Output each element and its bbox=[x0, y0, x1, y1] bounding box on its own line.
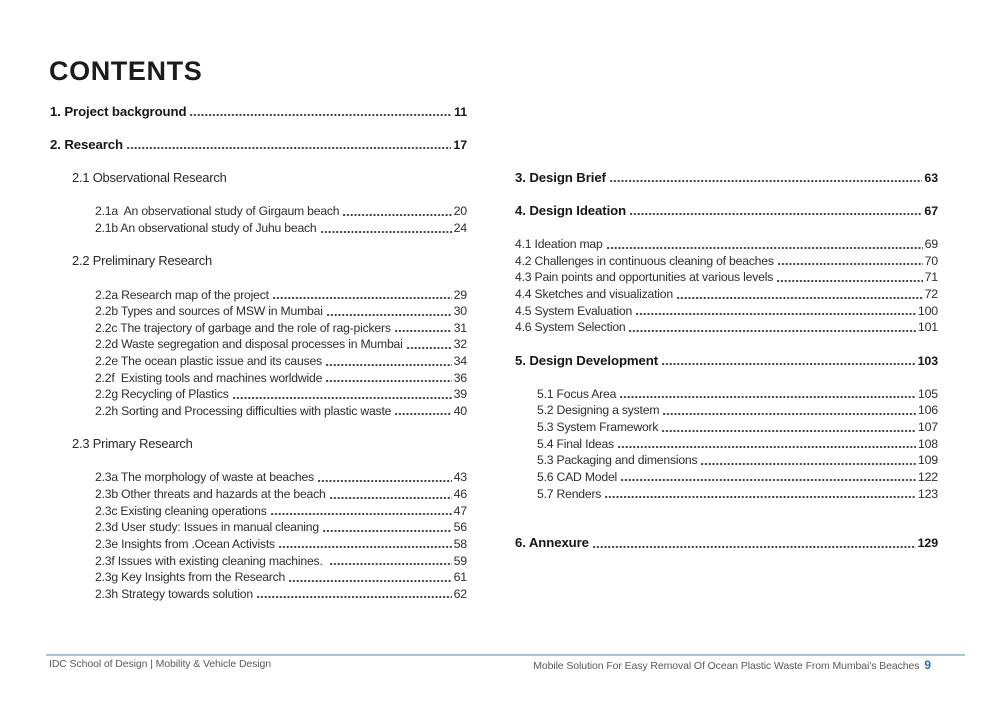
entry-page-number: 20 bbox=[453, 204, 467, 219]
entry-page-number: 46 bbox=[453, 487, 467, 502]
toc-entry bbox=[515, 303, 938, 320]
entry-label: 2.3e Insights from .Ocean Activists bbox=[95, 536, 275, 551]
entry-page-number: 67 bbox=[924, 203, 938, 218]
entry-page-number: 24 bbox=[453, 221, 467, 236]
toc-entry bbox=[50, 287, 467, 304]
entry-label: 3. Design Brief bbox=[515, 169, 606, 185]
toc-entry bbox=[515, 486, 938, 503]
entry-page-number: 59 bbox=[453, 553, 467, 568]
toc-entry bbox=[515, 286, 938, 303]
entry-page-number: 11 bbox=[454, 104, 467, 119]
toc-entry bbox=[50, 403, 467, 420]
entry-label: 2. Research bbox=[50, 136, 123, 152]
toc-entry bbox=[515, 353, 938, 370]
entry-page-number: 108 bbox=[917, 436, 938, 451]
toc-entry bbox=[515, 386, 938, 403]
entry-label: 5.3 System Framework bbox=[537, 420, 659, 435]
dotted-leader bbox=[663, 412, 916, 416]
entry-label: 4. Design Ideation bbox=[515, 202, 627, 218]
entry-label: 2.1b An observational study of Juhu beach bbox=[95, 221, 317, 236]
dotted-leader bbox=[662, 362, 916, 366]
toc-entry bbox=[50, 553, 467, 570]
dotted-leader bbox=[407, 346, 452, 350]
toc-entry bbox=[50, 486, 467, 503]
entry-page-number: 109 bbox=[917, 453, 938, 468]
dotted-leader bbox=[618, 445, 916, 449]
dotted-leader bbox=[778, 262, 923, 266]
toc-entry bbox=[50, 469, 467, 486]
toc-entry bbox=[50, 253, 467, 270]
entry-page-number: 69 bbox=[924, 237, 938, 252]
dotted-leader bbox=[127, 146, 451, 150]
toc-entry bbox=[50, 104, 467, 121]
dotted-leader bbox=[271, 512, 452, 516]
entry-page-number: 40 bbox=[453, 403, 467, 418]
entry-label: 5.7 Renders bbox=[537, 486, 602, 501]
toc-entry bbox=[515, 436, 938, 453]
dotted-leader bbox=[630, 212, 922, 216]
toc-entry bbox=[50, 436, 467, 453]
entry-label: 2.3b Other threats and hazards at the beach bbox=[95, 487, 326, 502]
toc-entry bbox=[515, 419, 938, 436]
entry-page-number: 47 bbox=[453, 503, 467, 518]
entry-page-number: 123 bbox=[917, 486, 938, 501]
entry-page-number: 30 bbox=[453, 304, 467, 319]
dotted-leader bbox=[326, 363, 452, 367]
toc-entry bbox=[515, 402, 938, 419]
entry-page-number: 103 bbox=[917, 353, 938, 368]
dotted-leader bbox=[777, 279, 923, 283]
entry-label: 2.3a The morphology of waste at beaches bbox=[95, 470, 314, 485]
toc-entry bbox=[50, 170, 467, 187]
entry-label: 4.1 Ideation map bbox=[515, 237, 603, 252]
entry-page-number: 61 bbox=[453, 570, 467, 585]
entry-label: 2.3d User study: Issues in manual cleaning bbox=[95, 520, 319, 535]
entry-page-number: 106 bbox=[917, 403, 938, 418]
dotted-leader bbox=[610, 179, 923, 183]
dotted-leader bbox=[636, 312, 916, 316]
dotted-leader bbox=[257, 595, 452, 599]
entry-label: 5.3 Packaging and dimensions bbox=[537, 453, 698, 468]
dotted-leader bbox=[395, 329, 452, 333]
entry-label: 2.3g Key Insights from the Research bbox=[95, 570, 286, 585]
dotted-leader bbox=[330, 496, 452, 500]
entry-page-number: 72 bbox=[924, 287, 938, 302]
entry-page-number: 107 bbox=[917, 420, 938, 435]
entry-label: 2.2d Waste segregation and disposal processes in Mumbai bbox=[95, 337, 403, 352]
entry-label: 2.3f Issues with existing cleaning machines. bbox=[95, 553, 326, 568]
toc-entry bbox=[50, 370, 467, 387]
toc-entry bbox=[50, 586, 467, 603]
entry-label: 4.5 System Evaluation bbox=[515, 303, 633, 318]
report-page-number: 9 bbox=[924, 658, 931, 672]
toc-entry bbox=[50, 353, 467, 370]
toc-entry bbox=[515, 535, 938, 552]
toc-entry bbox=[50, 386, 467, 403]
footer-left-text: IDC School of Design | Mobility & Vehicle Design bbox=[49, 658, 272, 670]
entry-label: 2.3 Primary Research bbox=[72, 436, 193, 452]
toc-entry bbox=[50, 220, 467, 237]
dotted-leader bbox=[327, 313, 452, 317]
toc-entry bbox=[50, 519, 467, 536]
dotted-leader bbox=[607, 246, 923, 250]
entry-label: 2.2b Types and sources of MSW in Mumbai bbox=[95, 304, 323, 319]
entry-label: 1. Project background bbox=[50, 103, 187, 119]
entry-page-number: 62 bbox=[453, 586, 467, 601]
entry-label: 2.2h Sorting and Processing difficulties with plastic waste bbox=[95, 403, 392, 418]
entry-page-number: 36 bbox=[453, 370, 467, 385]
dotted-leader bbox=[677, 296, 923, 300]
entry-page-number: 31 bbox=[453, 320, 467, 335]
dotted-leader bbox=[330, 562, 452, 566]
entry-page-number: 70 bbox=[924, 253, 938, 268]
entry-page-number: 29 bbox=[453, 287, 467, 302]
footer-right bbox=[533, 658, 931, 672]
entry-label: 2.3c Existing cleaning operations bbox=[95, 503, 267, 518]
footer-divider bbox=[46, 654, 965, 656]
entry-label: 4.2 Challenges in continuous cleaning of beaches bbox=[515, 253, 774, 268]
dotted-leader bbox=[605, 495, 916, 499]
entry-label: 2.2c The trajectory of garbage and the role of rag-pickers bbox=[95, 320, 391, 335]
toc-entry bbox=[50, 536, 467, 553]
toc-entry bbox=[50, 320, 467, 337]
entry-label: 2.2g Recycling of Plastics bbox=[95, 387, 229, 402]
toc-column-right bbox=[515, 170, 938, 552]
entry-page-number: 56 bbox=[453, 520, 467, 535]
dotted-leader bbox=[273, 296, 452, 300]
entry-page-number: 129 bbox=[917, 536, 938, 551]
entry-label: 5.1 Focus Area bbox=[537, 386, 617, 401]
toc-entry bbox=[515, 236, 938, 253]
dotted-leader bbox=[321, 230, 452, 234]
dotted-leader bbox=[233, 396, 452, 400]
dotted-leader bbox=[662, 429, 916, 433]
toc-entry bbox=[50, 303, 467, 320]
dotted-leader bbox=[593, 545, 916, 549]
toc-entry bbox=[515, 269, 938, 286]
entry-label: 5.2 Designing a system bbox=[537, 403, 660, 418]
footer-right-text: Mobile Solution For Easy Removal Of Ocean Plastic Waste From Mumbai’s Beaches bbox=[533, 660, 920, 672]
entry-label: 2.3h Strategy towards solution bbox=[95, 586, 253, 601]
dotted-leader bbox=[620, 395, 916, 399]
toc-entry bbox=[515, 170, 938, 187]
toc-entry bbox=[50, 336, 467, 353]
entry-page-number: 71 bbox=[924, 270, 938, 285]
toc-column-left bbox=[50, 104, 467, 603]
entry-page-number: 58 bbox=[453, 536, 467, 551]
toc-entry bbox=[515, 452, 938, 469]
toc-entry bbox=[50, 569, 467, 586]
dotted-leader bbox=[395, 412, 451, 416]
toc-entry bbox=[515, 469, 938, 486]
entry-page-number: 100 bbox=[917, 303, 938, 318]
toc-entry bbox=[50, 137, 467, 154]
dotted-leader bbox=[621, 478, 916, 482]
toc-entry bbox=[50, 203, 467, 220]
entry-label: 5.6 CAD Model bbox=[537, 469, 618, 484]
entry-page-number: 39 bbox=[453, 387, 467, 402]
dotted-leader bbox=[190, 113, 452, 117]
entry-page-number: 101 bbox=[917, 320, 938, 335]
entry-page-number: 63 bbox=[924, 170, 938, 185]
entry-label: 2.1 Observational Research bbox=[72, 170, 227, 186]
entry-label: 5.4 Final Ideas bbox=[537, 436, 614, 451]
entry-label: 2.2e The ocean plastic issue and its causes bbox=[95, 354, 322, 369]
entry-page-number: 122 bbox=[917, 469, 938, 484]
toc-entry bbox=[50, 503, 467, 520]
toc-entry bbox=[515, 319, 938, 336]
dotted-leader bbox=[629, 329, 915, 333]
dotted-leader bbox=[318, 479, 452, 483]
entry-label: 4.6 System Selection bbox=[515, 320, 626, 335]
dotted-leader bbox=[289, 579, 451, 583]
entry-label: 2.2f Existing tools and machines worldwide bbox=[95, 370, 323, 385]
entry-page-number: 32 bbox=[453, 337, 467, 352]
entry-label: 2.2a Research map of the project bbox=[95, 287, 269, 302]
entry-label: 4.3 Pain points and opportunities at various levels bbox=[515, 270, 774, 285]
toc-entry bbox=[515, 203, 938, 220]
entry-label: 6. Annexure bbox=[515, 535, 589, 551]
dotted-leader bbox=[343, 213, 451, 217]
entry-label: 5. Design Development bbox=[515, 352, 659, 368]
entry-label: 2.1a An observational study of Girgaum beach bbox=[95, 204, 340, 219]
contents-title: CONTENTS bbox=[49, 56, 203, 86]
entry-label: 4.4 Sketches and visualization bbox=[515, 287, 673, 302]
dotted-leader bbox=[326, 379, 451, 383]
entry-page-number: 105 bbox=[917, 386, 938, 401]
entry-page-number: 34 bbox=[453, 354, 467, 369]
dotted-leader bbox=[701, 462, 916, 466]
entry-page-number: 17 bbox=[453, 137, 467, 152]
entry-page-number: 43 bbox=[453, 470, 467, 485]
entry-label: 2.2 Preliminary Research bbox=[72, 253, 212, 269]
dotted-leader bbox=[323, 529, 452, 533]
dotted-leader bbox=[279, 545, 452, 549]
toc-entry bbox=[515, 253, 938, 270]
